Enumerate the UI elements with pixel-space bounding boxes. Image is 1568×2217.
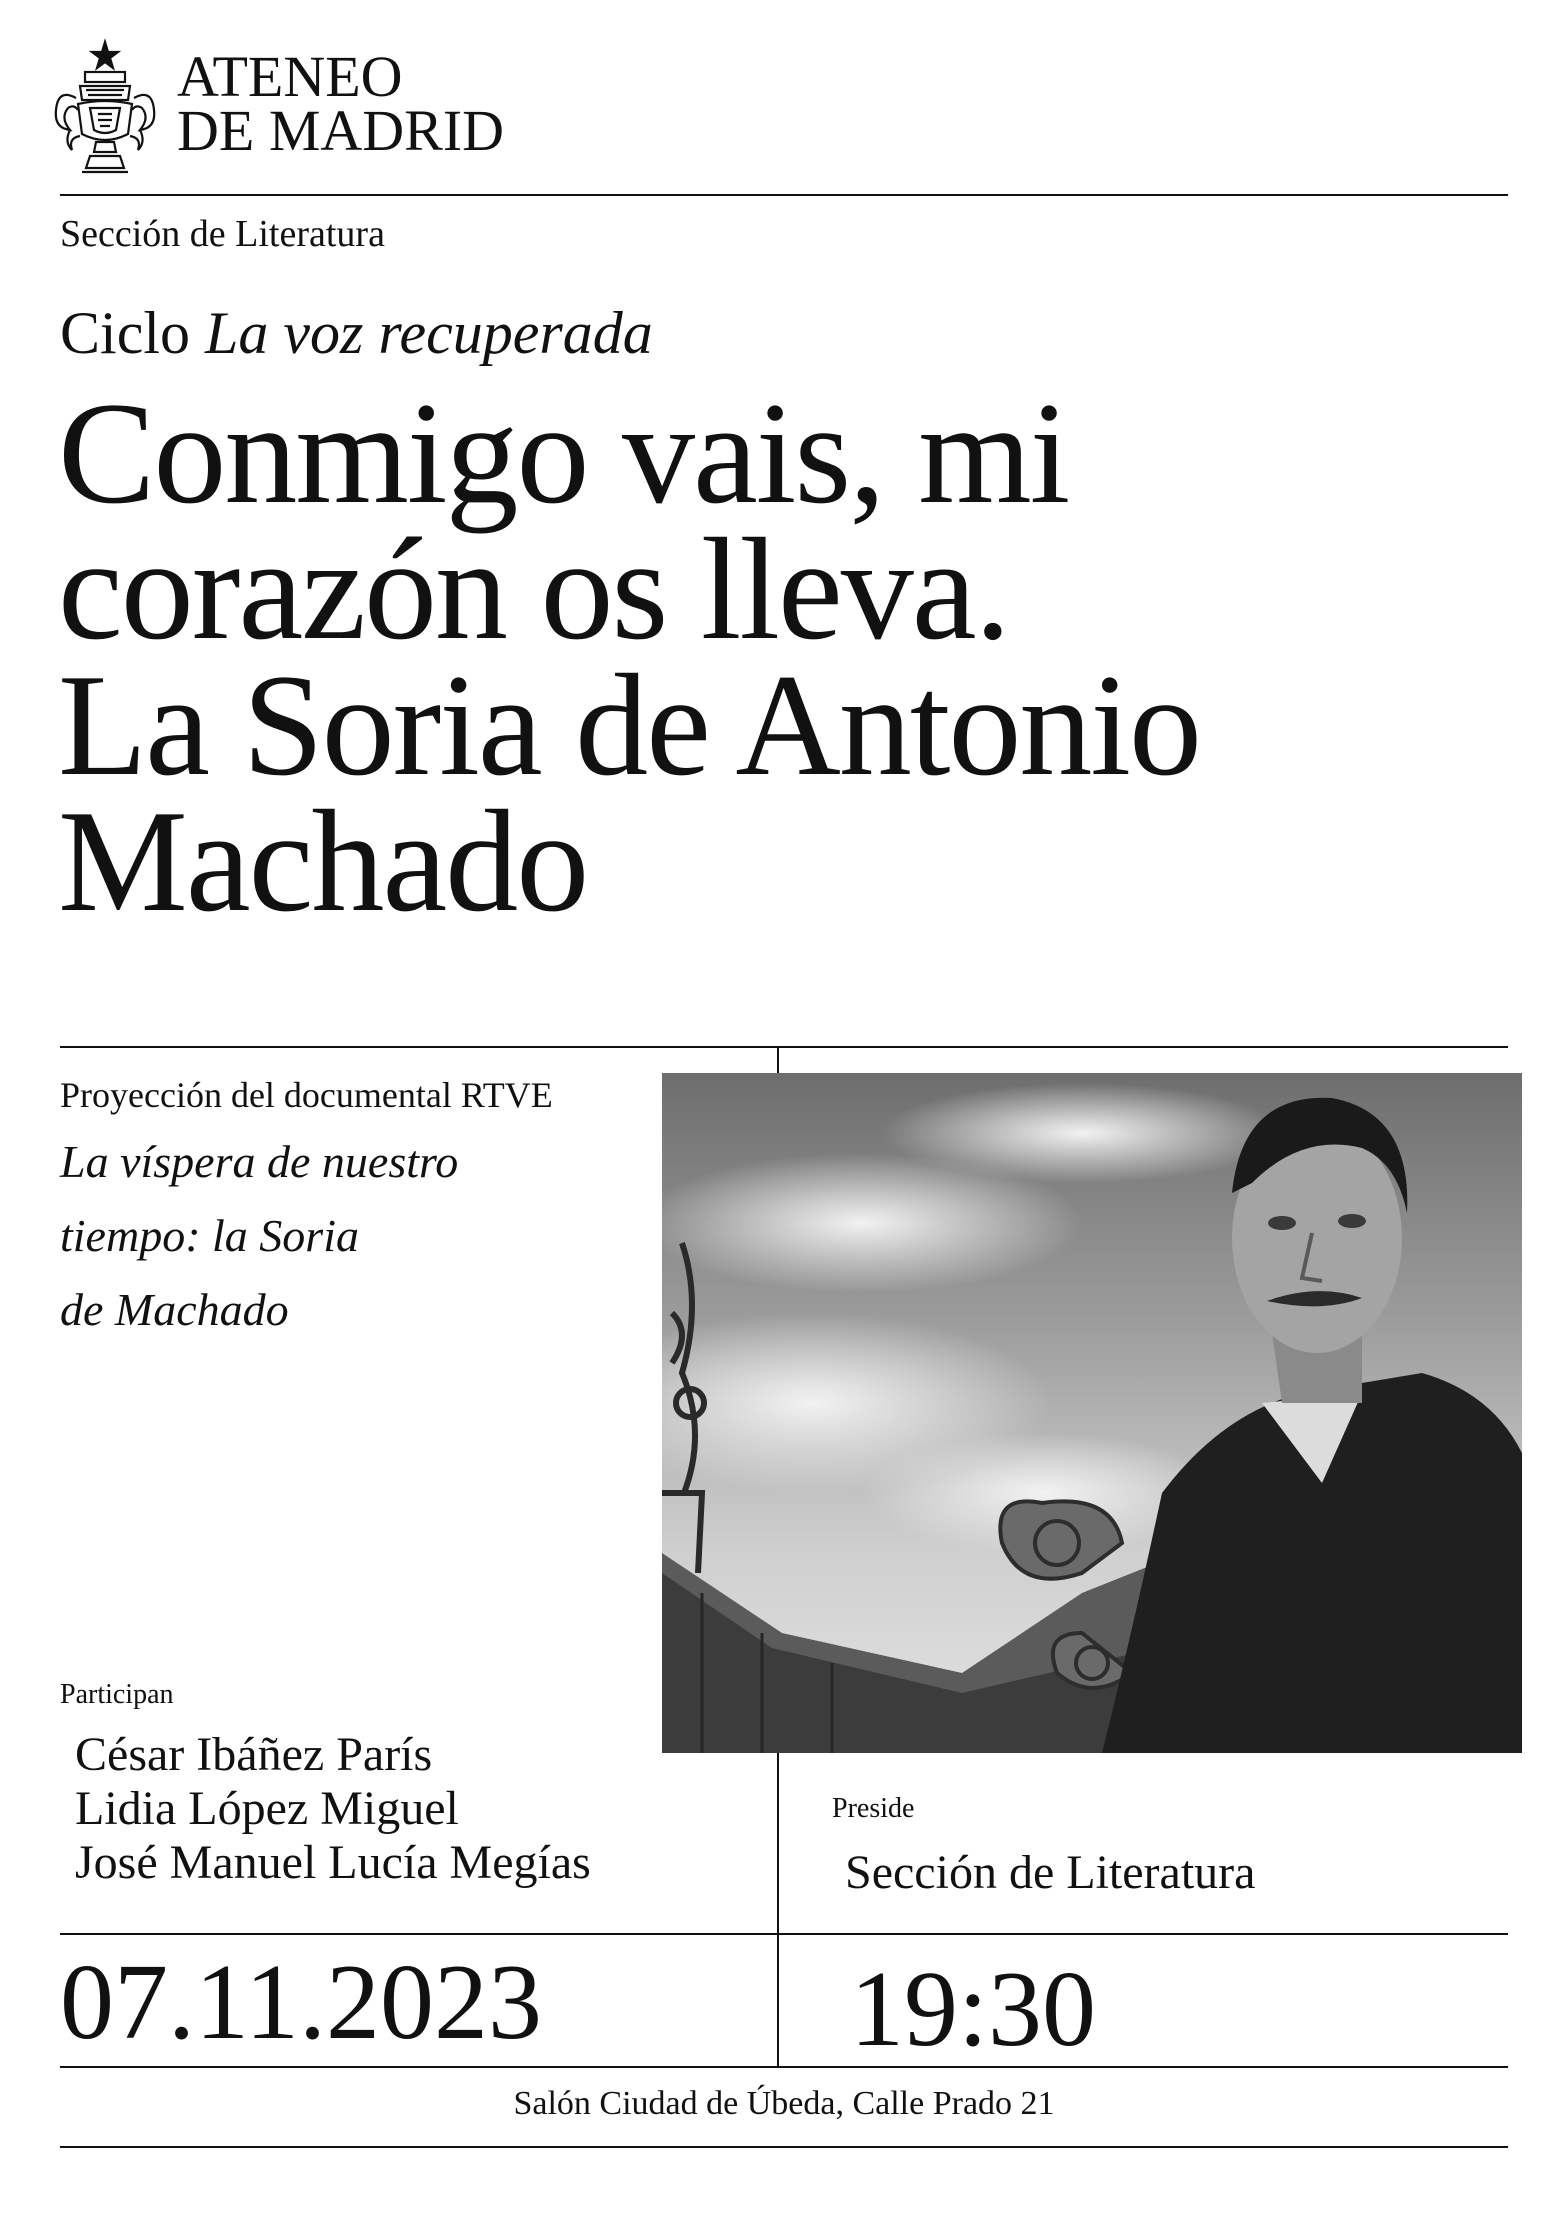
event-date: 07.11.2023	[60, 1943, 542, 2062]
title-line: Machado	[58, 780, 588, 942]
ateneo-crest-logo	[50, 38, 160, 178]
event-title	[58, 372, 1528, 942]
section-name: Sección de Literatura	[60, 213, 385, 255]
divider-title-bottom	[60, 1046, 1508, 1048]
cycle-name: La voz recuperada	[205, 300, 653, 366]
org-name-line1: ATENEO	[177, 44, 403, 109]
documentary-title	[60, 1125, 620, 1347]
presides-value: Sección de Literatura	[845, 1846, 1256, 1899]
cycle-prefix: Ciclo	[60, 300, 205, 366]
divider-date-bottom	[60, 2066, 1508, 2068]
projection-label: Proyección del documental RTVE	[60, 1075, 553, 1115]
title-line: Conmigo vais, mi	[58, 372, 1069, 534]
participant-name: Lidia López Miguel	[75, 1782, 459, 1835]
event-time: 19:30	[850, 1950, 1097, 2069]
portrait-photo	[662, 1073, 1522, 1753]
divider-date-top	[60, 1933, 1508, 1935]
divider-top	[60, 194, 1508, 196]
organization-name	[177, 44, 505, 163]
documentary-title-line: tiempo: la Soria	[60, 1210, 359, 1261]
presides-label: Preside	[832, 1793, 915, 1824]
participant-name: César Ibáñez París	[75, 1728, 433, 1781]
participant-name: José Manuel Lucía Megías	[75, 1836, 591, 1889]
documentary-title-line: de Machado	[60, 1284, 289, 1335]
title-line: corazón os lleva.	[58, 508, 1010, 670]
documentary-title-line: La víspera de nuestro	[60, 1136, 459, 1187]
title-line: La Soria de Antonio	[58, 644, 1200, 806]
participants-label: Participan	[60, 1679, 174, 1710]
cycle-heading	[60, 297, 653, 369]
venue-address: Salón Ciudad de Úbeda, Calle Prado 21	[513, 2085, 1055, 2122]
participants-list	[75, 1728, 591, 1890]
divider-bottom	[60, 2146, 1508, 2148]
org-name-line2: DE MADRID	[177, 98, 505, 163]
